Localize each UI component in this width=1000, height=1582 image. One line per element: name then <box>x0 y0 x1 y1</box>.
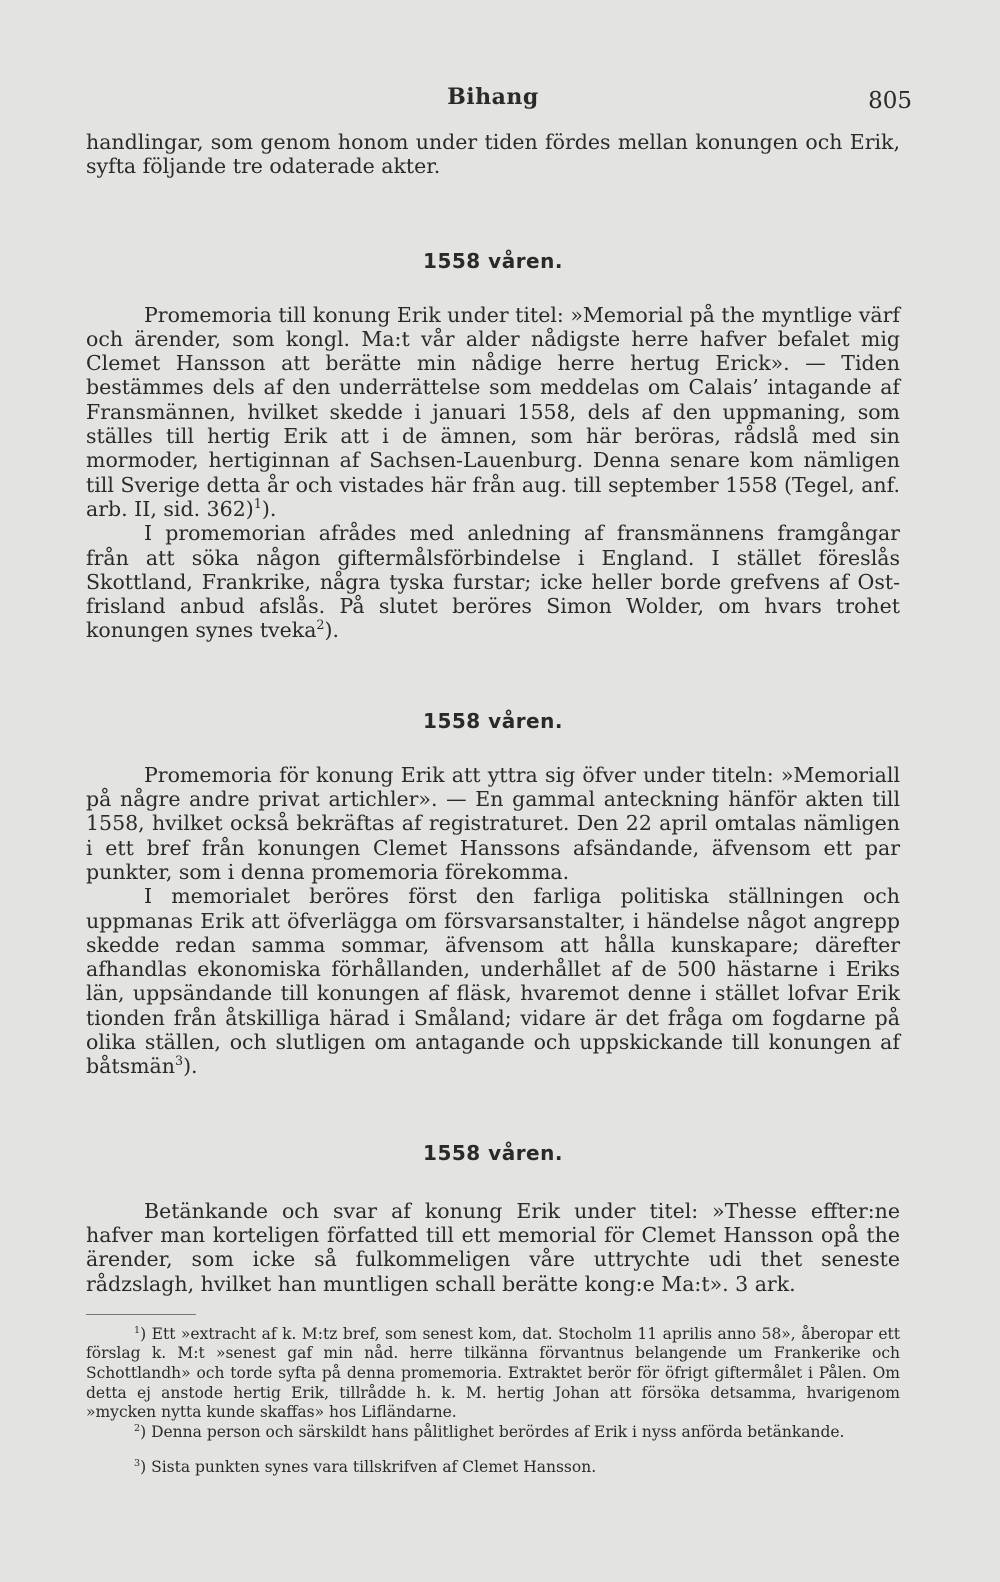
running-header <box>86 78 912 118</box>
section-2-paragraph-2 <box>86 884 900 1078</box>
section-2-paragraph-1: Promemoria för konung Erik att yttra sig öfver under titeln: »Memoriall på någre andre privat artichler». — En gammal anteckning hänför akten till 1558, hvilket också bekräftas af registraturet. Den 22 april omtalas nämligen i ett bref från konungen Clemet Hanssons afsändande, äfvensom ett par punkter, som i denna promemoria förekomma. <box>86 762 900 884</box>
footnote-3 <box>86 1458 900 1478</box>
section-3-paragraph-1: Betänkande och svar af konung Erik under titel: »Thesse effter:ne hafver man korteligen författed till ett memorial för Clemet Hansson opå the ärender, som icke så fulkommeligen våre uttrychte udi thet seneste rådzslagh, hvilket han muntligen schall berätte kong:e Ma:t». 3 ark. <box>86 1198 900 1296</box>
footnote-ref-3[interactable]: 3 <box>174 1053 184 1069</box>
footnote-ref-2[interactable]: 2 <box>316 617 325 633</box>
section-1-paragraph-1 <box>86 303 900 522</box>
footnote-divider <box>86 1314 196 1315</box>
footnote-text: ) Ett »extracht af k. M:tz bref, som senest kom, dat. Stocholm 11 aprilis anno 58», åberopar ett förslag k. M:t »senest gaf min nåd. herre tilkänna förvantnus belangende um Frankerike och Schottlandh» och torde syfta på denna promemoria. Extraktet berör för öfrigt giftermålet i Pålen. Om detta ej anstode hertig Erik, tillrådde h. k. M. hertig Johan att försöka detsamma, hvarigenom »mycken nytta kunde skaffas» hos Lifländarne. <box>86 1324 900 1422</box>
page-number: 805 <box>868 88 912 114</box>
paragraph-text: I promemorian afrådes med anledning af fransmännens framgångar från att söka någon giftermålsförbindelse i England. I stället föreslås Skottland, Frankrike, några tyska furstar; icke heller borde grefvens af Ost-frisland anbud afslås. På slutet beröres Simon Wolder, om hvars trohet konungen synes tveka <box>86 521 900 643</box>
paragraph-tail: ). <box>183 1054 198 1079</box>
footnote-mark: 1 <box>134 1324 141 1336</box>
section-1-paragraph-2 <box>86 521 900 642</box>
footnote-2 <box>86 1423 900 1443</box>
section-heading-1: 1558 våren. <box>423 248 563 273</box>
running-title: Bihang <box>447 84 539 110</box>
paragraph-tail: ). <box>261 496 277 521</box>
footnote-ref-1[interactable]: 1 <box>253 496 262 512</box>
footnote-1 <box>86 1325 900 1423</box>
paragraph-tail: ). <box>324 618 340 643</box>
footnote-text: ) Denna person och särskildt hans pålitlighet berördes af Erik i nyss anförda betänkande. <box>140 1422 845 1441</box>
paragraph-text: I memorialet beröres först den farliga politiska ställningen och uppmanas Erik att öfverlägga om försvarsanstalter, i händelse något angrepp skedde redan samma sommar, äfvensom att hålla kunskapare; därefter afhandlas ekonomiska förhållanden, underhållet af de 500 hästarne i Eriks län, uppsändande till konungen af fläsk, hvaremot denne i stället lofvar Erik tionden från åtskilliga härad i Småland; vidare är det fråga om fogdarne på olika ställen, och slutligen om antagande och uppskickande till konungen af båtsmän <box>86 884 900 1079</box>
footnote-mark: 3 <box>134 1458 141 1470</box>
intro-paragraph: handlingar, som genom honom under tiden fördes mellan konungen och Erik, syfta följande tre odaterade akter. <box>86 130 900 179</box>
footnote-mark: 2 <box>134 1422 141 1434</box>
footnote-text: ) Sista punkten synes vara tillskrifven af Clemet Hansson. <box>140 1458 597 1477</box>
section-heading-2: 1558 våren. <box>423 708 563 733</box>
paragraph-text: Promemoria till konung Erik under titel: »Memorial på the myntlige värf och ärender, som kongl. Ma:t vår alder nådigste herre hafver befalet mig Clemet Hansson att berätte min nådige herre hertug Erick». — Tiden bestämmes dels af den underrättelse som meddelas om Calais’ intagande af Fransmännen, hvilket skedde i januari 1558, dels af den uppmaning, som ställes till hertig Erik att i de ämnen, som här beröras, rådslå med sin mormoder, hertiginnan af Sachsen-Lauenburg. Denna senare kom nämligen till Sverige detta år och vistades här från aug. till september 1558 (Tegel, anf. arb. II, sid. 362) <box>86 302 900 521</box>
section-heading-3: 1558 våren. <box>423 1140 563 1165</box>
